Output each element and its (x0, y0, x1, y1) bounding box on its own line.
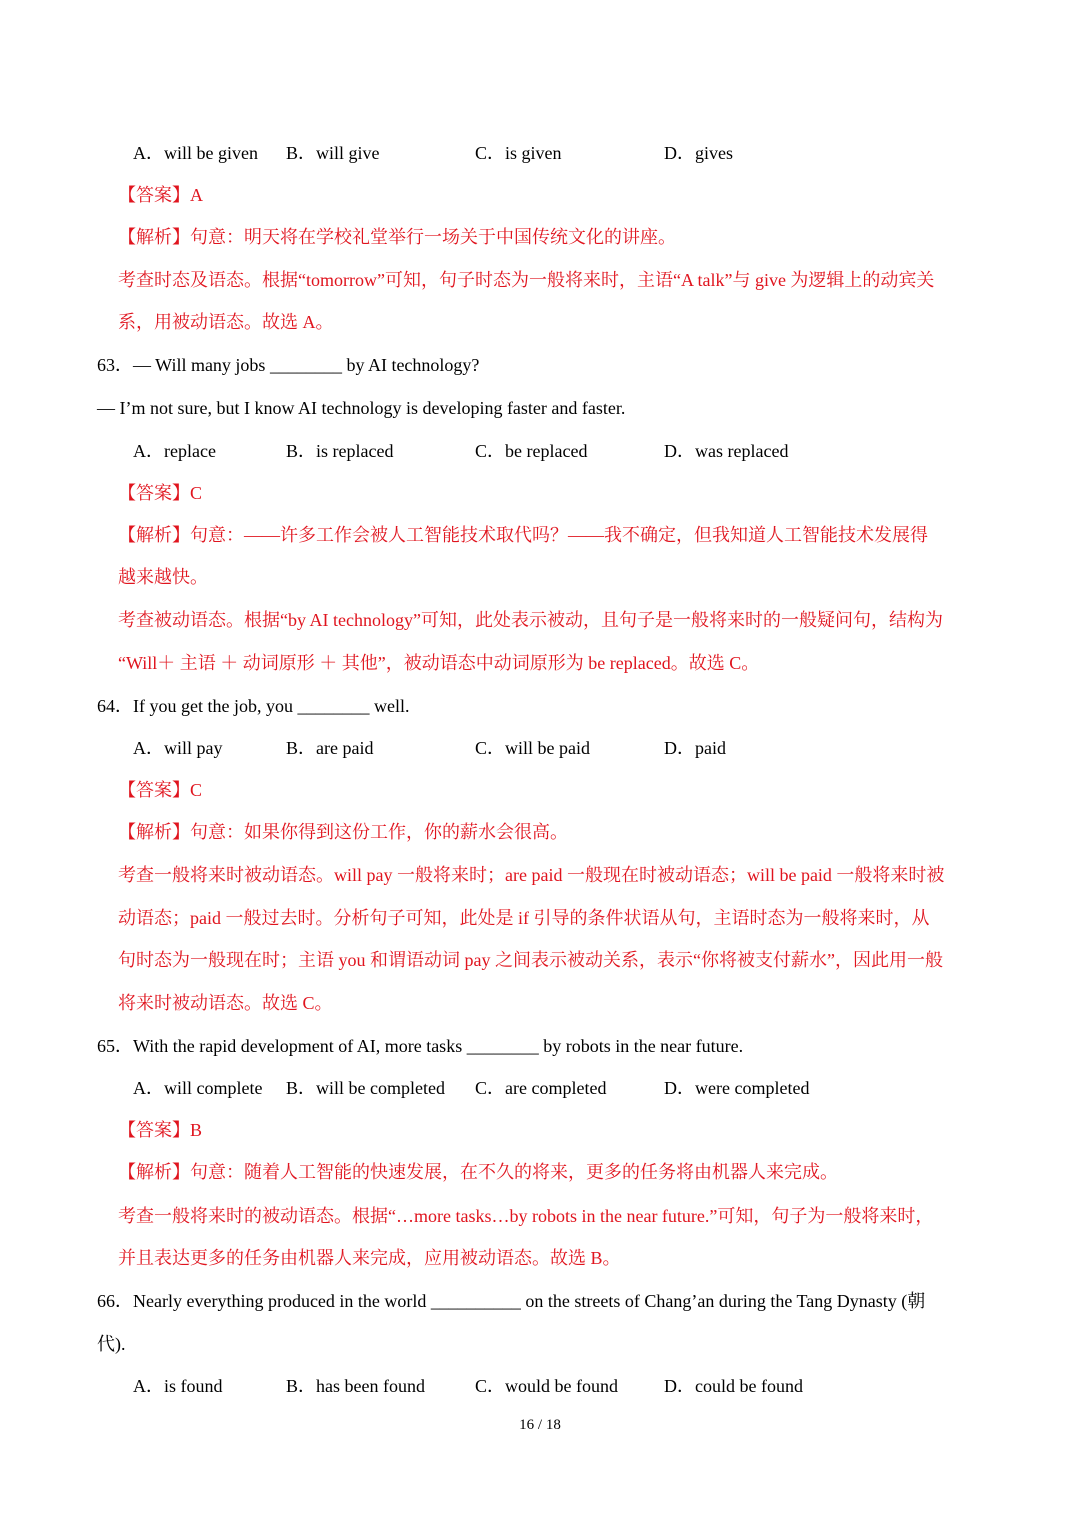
q65-analysis: 【解析】句意：随着人工智能的快速发展，在不久的将来，更多的任务将由机器人来完成。 (118, 1162, 838, 1182)
q64-explanation-line4: 将来时被动语态。故选 C。 (118, 993, 333, 1013)
q63-option-d: D．was replaced (664, 441, 789, 461)
q65-option-c: C．are completed (475, 1078, 607, 1098)
q63-explanation-line2: “Will＋ 主语 ＋ 动词原形 ＋ 其他”，被动语态中动词原形为 be replaced。故选 C。 (118, 653, 760, 673)
q62-analysis: 【解析】句意：明天将在学校礼堂举行一场关于中国传统文化的讲座。 (118, 227, 676, 247)
q63-analysis-line2: 越来越快。 (118, 567, 208, 587)
q62-option-d: D．gives (664, 143, 733, 163)
q62-option-a: A．will be given (133, 143, 258, 163)
q63-stem-line2: — I’m not sure, but I know AI technology is developing faster and faster. (97, 398, 626, 418)
q62-explanation-line2: 系，用被动语态。故选 A。 (118, 312, 334, 332)
q64-stem: 64．If you get the job, you ________ well. (97, 696, 410, 716)
q65-option-a: A．will complete (133, 1078, 263, 1098)
q66-option-d: D．could be found (664, 1376, 803, 1396)
q66-stem-line2: 代). (97, 1334, 126, 1354)
q63-option-b: B．is replaced (286, 441, 394, 461)
q65-option-b: B．will be completed (286, 1078, 445, 1098)
q62-option-b: B．will give (286, 143, 380, 163)
q63-option-a: A．replace (133, 441, 216, 461)
q62-explanation-line1: 考查时态及语态。根据“tomorrow”可知，句子时态为一般将来时，主语“A talk”与 give 为逻辑上的动宾关 (118, 270, 935, 290)
q64-explanation-line3: 句时态为一般现在时；主语 you 和谓语动词 pay 之间表示被动关系，表示“你将被支付薪水”，因此用一般 (118, 950, 943, 970)
q64-answer: 【答案】C (118, 780, 203, 800)
q65-stem: 65．With the rapid development of AI, more tasks ________ by robots in the near future. (97, 1036, 744, 1056)
q64-explanation-line2: 动语态；paid 一般过去时。分析句子可知，此处是 if 引导的条件状语从句，主语时态为一般将来时，从 (118, 908, 930, 928)
q64-option-d: D．paid (664, 738, 726, 758)
q64-option-a: A．will pay (133, 738, 223, 758)
q65-answer: 【答案】B (118, 1120, 203, 1140)
q63-answer: 【答案】C (118, 483, 203, 503)
q66-stem-line1: 66．Nearly everything produced in the world __________ on the streets of Chang’an during the Tang Dynasty (朝 (97, 1291, 926, 1311)
q64-explanation-line1: 考查一般将来时被动语态。will pay 一般将来时；are paid 一般现在时被动语态；will be paid 一般将来时被 (118, 865, 945, 885)
q62-answer: 【答案】A (118, 185, 203, 205)
q63-stem-line1: 63．— Will many jobs ________ by AI technology? (97, 355, 480, 375)
q64-option-c: C．will be paid (475, 738, 590, 758)
q65-explanation-line2: 并且表达更多的任务由机器人来完成，应用被动语态。故选 B。 (118, 1248, 621, 1268)
q66-option-b: B．has been found (286, 1376, 425, 1396)
q63-option-c: C．be replaced (475, 441, 588, 461)
q65-explanation-line1: 考查一般将来时的被动语态。根据“…more tasks…by robots in the near future.”可知，句子为一般将来时， (118, 1206, 934, 1226)
q63-analysis-line1: 【解析】句意：——许多工作会被人工智能技术取代吗？——我不确定，但我知道人工智能技术发展得 (118, 525, 928, 545)
q66-option-a: A．is found (133, 1376, 223, 1396)
q63-explanation-line1: 考查被动语态。根据“by AI technology”可知，此处表示被动，且句子是一般将来时的一般疑问句，结构为 (118, 610, 943, 630)
page-footer (0, 1414, 1080, 1436)
q62-option-c: C．is given (475, 143, 562, 163)
page-number: 16 / 18 (519, 1417, 561, 1433)
q65-option-d: D．were completed (664, 1078, 810, 1098)
q64-option-b: B．are paid (286, 738, 374, 758)
q66-option-c: C．would be found (475, 1376, 618, 1396)
q64-analysis: 【解析】句意：如果你得到这份工作，你的薪水会很高。 (118, 822, 568, 842)
